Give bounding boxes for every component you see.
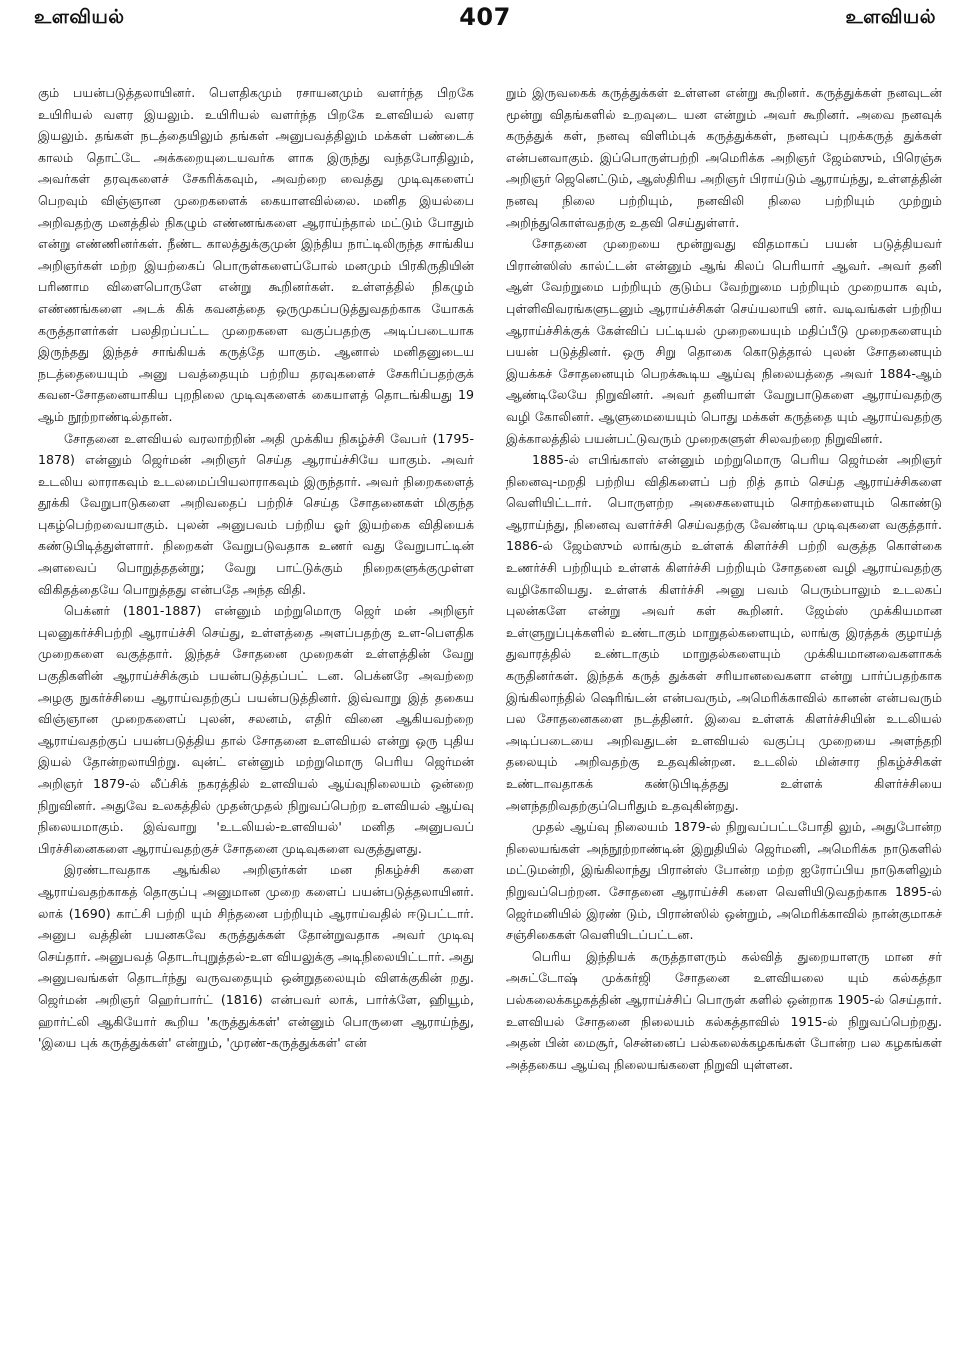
paragraph: பெக்னர் (1801-1887) என்னும் மற்றுமொரு ஜெர் மன் அறிஞர் புலனுகர்ச்சிபற்றி ஆராய்ச்சி செய்து, உள்ளத்தை அளப்பதற்கு உள-பௌதிக முறைகளை வகுத்தார். இந்தச் சோதனை முறைகள் உள்ளத்தின் வேறு பகுதிகளின் ஆராய்ச்சிக்கும் பயன்படுத்தப்பட் டன. பெக்னரே அவற்றை அழகு நுகர்ச்சியை ஆராய்வதற்குப் பயன்படுத்தினர். இவ்வாறு இத் தகைய விஞ்ஞான முறைகளைப் புலன், சலனம், எதிர் வினை ஆகியவற்றை ஆராய்வதற்குப் பயன்படுத்திய தால் சோதனை உளவியல் என்று ஒரு புதிய இயல் தோன்றலாயிற்று. வுன்ட் என்னும் மற்றுமொரு பெரிய ஜெர்மன் அறிஞர் 1879-ல் லீப்சிக் நகரத்தில் உளவியல் ஆய்வுநிலையம் ஒன்றை நிறுவினர். அதுவே உலகத்தில் முதன்முதல் நிறுவப்பெற்ற உளவியல் ஆய்வு நிலையமாகும். இவ்வாறு 'உடலியல்-உளவியல்' மனித அனுபவப் பிரச்சினைகளை ஆராய்வதற்குச் சோதனை முடிவுகளை வகுத்துளது.	[38, 603, 474, 856]
paragraph: இரண்டாவதாக ஆங்கில அறிஞர்கள் மன நிகழ்ச்சி களை ஆராய்வதற்காகத் தொகுப்பு அனுமான முறை களைப் பயன்படுத்தலாயினர். லாக் (1690) காட்சி பற்றி யும் சிந்தனை பற்றியும் ஆராய்வதில் ஈடுபட்டார். அனுப வத்தின் பயனகவே கருத்துக்கள் தோன்றுவதாக அவர் முடிவு செய்தார். அனுபவத் தொடர்புறுத்தல்-உள வியலுக்கு அடிநிலையிட்டார். அது அனுபவங்கள் தொடர்ந்து வருவதையும் ஒன்றுதலையும் விளக்குகின் றது. ஜெர்மன் அறிஞர் ஹெர்பார்ட் (1816) என்பவர் லாக், பார்க்ளே, ஹியூம், ஹார்ட்லி ஆகியோர் கூறிய 'கருத்துக்கள்' என்னும் பொருளை ஆராய்ந்து, 'இயை புக் கருத்துக்கள்' என்றும், 'முரண்-கருத்துக்கள்' என்	[38, 862, 474, 1051]
running-title-left: உளவியல்	[34, 6, 125, 28]
paragraph: சோதனை முறையை மூன்றுவது விதமாகப் பயன் படுத்தியவர் பிரான்ஸிஸ் கால்ட்டன் என்னும் ஆங் கிலப் பெரியார் ஆவர். அவர் தனி ஆள் வேற்றுமை பற்றியும் குடும்ப வேற்றுமை பற்றியும் முறையாக வும், புள்ளிவிவரங்களுடனும் ஆராய்ச்சிகள் செய்யலாயி னர். வடிவங்கள் பற்றிய ஆராய்ச்சிக்குக் கேள்விப் பட்டியல் முறையையும் மதிப்பீடு முறைகளையும் பயன் படுத்தினர். ஒரு சிறு தொகை கொடுத்தால் புலன் சோதனையும் இயக்கச் சோதனையும் பெறக்கூடிய ஆய்வு நிலையத்தை அவர் 1884-ஆம் ஆண்டிலேயே நிறுவினர். அவர் தனியாள் வேறுபாடுகளை ஆராய்வதற்கு வழி கோலினர். ஆளுமையையும் பொது மக்கள் கருத்தை யும் ஆராய்வதற்கு இக்காலத்தில் பயன்பட்டுவரும் முறைகளுள் சிலவற்றை நிறுவினர்.	[506, 236, 942, 446]
page-header	[34, 3, 936, 46]
paragraph: சோதனை உளவியல் வரலாற்றின் அதி முக்கிய நிகழ்ச்சி வேபர் (1795-1878) என்னும் ஜெர்மன் அறிஞர் செய்த ஆராய்ச்சியே யாகும். அவர் உடலிய லாராகவும் உடலமைப்பியலாராகவும் இருந்தார். அவர் நிறைகளைத் தூக்கி வேறுபாடுகளை அறிவதைப் பற்றிச் செய்த சோதனைகள் மிகுந்த புகழ்பெற்றவையாகும். புலன் அனுபவம் பற்றிய ஓர் இயற்கை விதியைக் கண்டுபிடித்துள்ளார். நிறைகள் வேறுபடுவதாக உணர் வது வேறுபாட்டின் அளவைப் பொறுத்ததன்று; வேறு பாட்டுக்கும் நிறைகளுக்குமுள்ள விகிதத்தையே பொறுத்தது என்பதே அந்த விதி.	[38, 430, 474, 597]
running-title-right: உளவியல்	[845, 6, 936, 28]
right-column	[506, 82, 942, 1354]
paragraph: பெரிய இந்தியக் கருத்தாளரும் கல்வித் துறையாளரு மான சர் அசுட்டோஷ் முக்கர்ஜி சோதனை உளவியலை யும் கல்கத்தா பல்கலைக்கழகத்தின் ஆராய்ச்சிப் பொருள் களில் ஒன்றாக 1905-ல் செய்தார். உளவியல் சோதனை நிலையம் கல்கத்தாவில் 1915-ல் நிறுவப்பெற்றது. அதன் பின் மைசூர், சென்னைப் பல்கலைக்கழகங்கள் போன்ற பல கழகங்கள் அத்தகைய ஆய்வு நிலையங்களை நிறுவி யுள்ளன.	[506, 948, 942, 1072]
left-column	[38, 82, 474, 1354]
paragraph: முதல் ஆய்வு நிலையம் 1879-ல் நிறுவப்பட்டபோதி லும், அதுபோன்ற நிலையங்கள் அந்நூற்றாண்டின் இறுதியில் ஜெர்மனி, அமெரிக்க நாடுகளில் மட்டுமன்றி, இங்கிலாந்து பிரான்ஸ் போன்ற மற்ற ஐரோப்பிய நாடுகளிலும் நிறுவப்பெற்றன. சோதனை ஆராய்ச்சி களை வெளியிடுவதற்காக 1895-ல் ஜெர்மனியில் இரண் டும், பிரான்ஸில் ஒன்றும், அமெரிக்காவில் நான்குமாகச் சஞ்சிகைகள் வெளியிடப்பட்டன.	[506, 819, 942, 943]
page-number: 407	[459, 3, 511, 31]
paragraph: றும் இருவகைக் கருத்துக்கள் உள்ளன என்று கூறினர். கருத்துக்கள் நனவுடன் மூன்று விதங்களில் உறவுடை யன என்றும் அவர் கூறினர். அவை நனவுக் கருத்துக் கள், நனவு விளிம்புக் கருத்துக்கள், நனவுப் புறக்கருத் துக்கள் என்பனவாகும். இப்பொருள்பற்றி அமெரிக்க அறிஞர் ஜேம்ஸும், பிரெஞ்சு அறிஞர் ஜெனெட்டும், ஆஸ்திரிய அறிஞர் பிராய்டும் ஆராய்ந்து, உள்ளத்தின் நனவு நிலை பற்றியும், நனவிலி நிலை பற்றியும் முற்றும் அறிந்துகொள்வதற்கு உதவி செய்துள்ளர்.	[506, 85, 942, 230]
paragraph: 1885-ல் எபிங்காஸ் என்னும் மற்றுமொரு பெரிய ஜெர்மன் அறிஞர் நினைவு-மறதி பற்றிய விதிகளைப் பற் றித் தாம் செய்த ஆராய்ச்சிகளை வெளியிட்டார். பொருளற்ற அசைகளையும் சொற்களையும் கொண்டு ஆராய்ந்து, நினைவு வளர்ச்சி செய்வதற்கு வேண்டிய முடிவுகளை வகுத்தார். 1886-ல் ஜேம்ஸும் லாங்கும் உள்ளக் கிளர்ச்சி பற்றி வகுத்த கொள்கை உணர்ச்சி பற்றியும் உள்ளக் கிளர்ச்சி பற்றியும் சோதனை வழி ஆராய்வதற்கு வழிகோலியது. உள்ளக் கிளர்ச்சி அனு பவம் பெரும்பாலும் உடலகப் புலன்களே என்று அவர் கள் கூறினர். ஜேம்ஸ் முக்கியமான உள்ளுறுப்புக்களில் உண்டாகும் மாறுதல்களையும், லாங்கு இரத்தக் குழாய்த் துவாரத்தில் உண்டாகும் மாறுதல்களையும் முக்கியமானவைகளாகக் கருதினர்கள். இந்தக் கருத் துக்கள் சரியானவைகளா என்று பார்ப்பதற்காக இங்கிலாந்தில் ஷெரிங்டன் என்பவரும், அமெரிக்காவில் கானன் என்பவரும் பல சோதனைகளை நடத்தினர். இவை உள்ளக் கிளர்ச்சியின் உடலியல் அடிப்படையை அறிவதுடன் உளவியல் வகுப்பு முறையை அளந்தறி தலையும் அறிவதற்கு உதவுகின்றன. உடலில் மின்சார நிகழ்ச்சிகள் உண்டாவதாகக் கண்டுபிடித்தது உள்ளக் கிளர்ச்சியை அளந்தறிவதற்குப்பெரிதும் உதவுகின்றது.	[506, 452, 942, 813]
paragraph: கும் பயன்படுத்தலாயினர். பௌதிகமும் ரசாயனமும் வளர்ந்த பிறகே உயிரியல் வளர இயலும். உயிரியல் வளர்ந்த பிறகே உளவியல் வளர இயலும். தங்கள் நடத்தையிலும் தங்கள் அனுபவத்திலும் மக்கள் பண்டைக் காலம் தொட்டே அக்கறையுடையவர்க ளாக இருந்து வந்தபோதிலும், அவர்கள் தரவுகளைச் சேகரிக்கவும், அவற்றை வைத்து முடிவுகளைப் பெறவும் விஞ்ஞான முறைகளைக் கையாளவில்லை. மனித இயல்பை அறிவதற்கு மனத்தில் நிகழும் எண்ணங்களை ஆராய்ந்தால் மட்டும் போதும் என்று எண்ணினர்கள். நீண்ட காலத்துக்குமுன் இந்திய நாட்டிலிருந்த சாங்கிய அறிஞர்கள் மற்ற இயற்கைப் பொருள்களைப்போல் மனமும் பிரகிருதியின் பரிணாம விளைபொருளே என்று கூறினர்கள். உள்ளத்தில் நிகழும் எண்ணங்களை அடக் கிக் கவனத்தை ஒருமுகப்படுத்துவதற்காக யோகக் கருத்தாளர்கள் பலதிறப்பட்ட முறைகளை வகுப்பதற்கு அடிப்படையாக இருந்தது இந்தச் சாங்கியக் கருத்தே யாகும். ஆனால் மனிதனுடைய நடத்தையையும் அனு பவத்தையும் பற்றிய தரவுகளைச் சேகரிப்பதற்குக் கவன-சோதனையாகிய புறநிலை முடிவுகளைக் கையாளத் தொடங்கியது 19 ஆம் நூற்றாண்டில்தான்.	[38, 85, 474, 424]
